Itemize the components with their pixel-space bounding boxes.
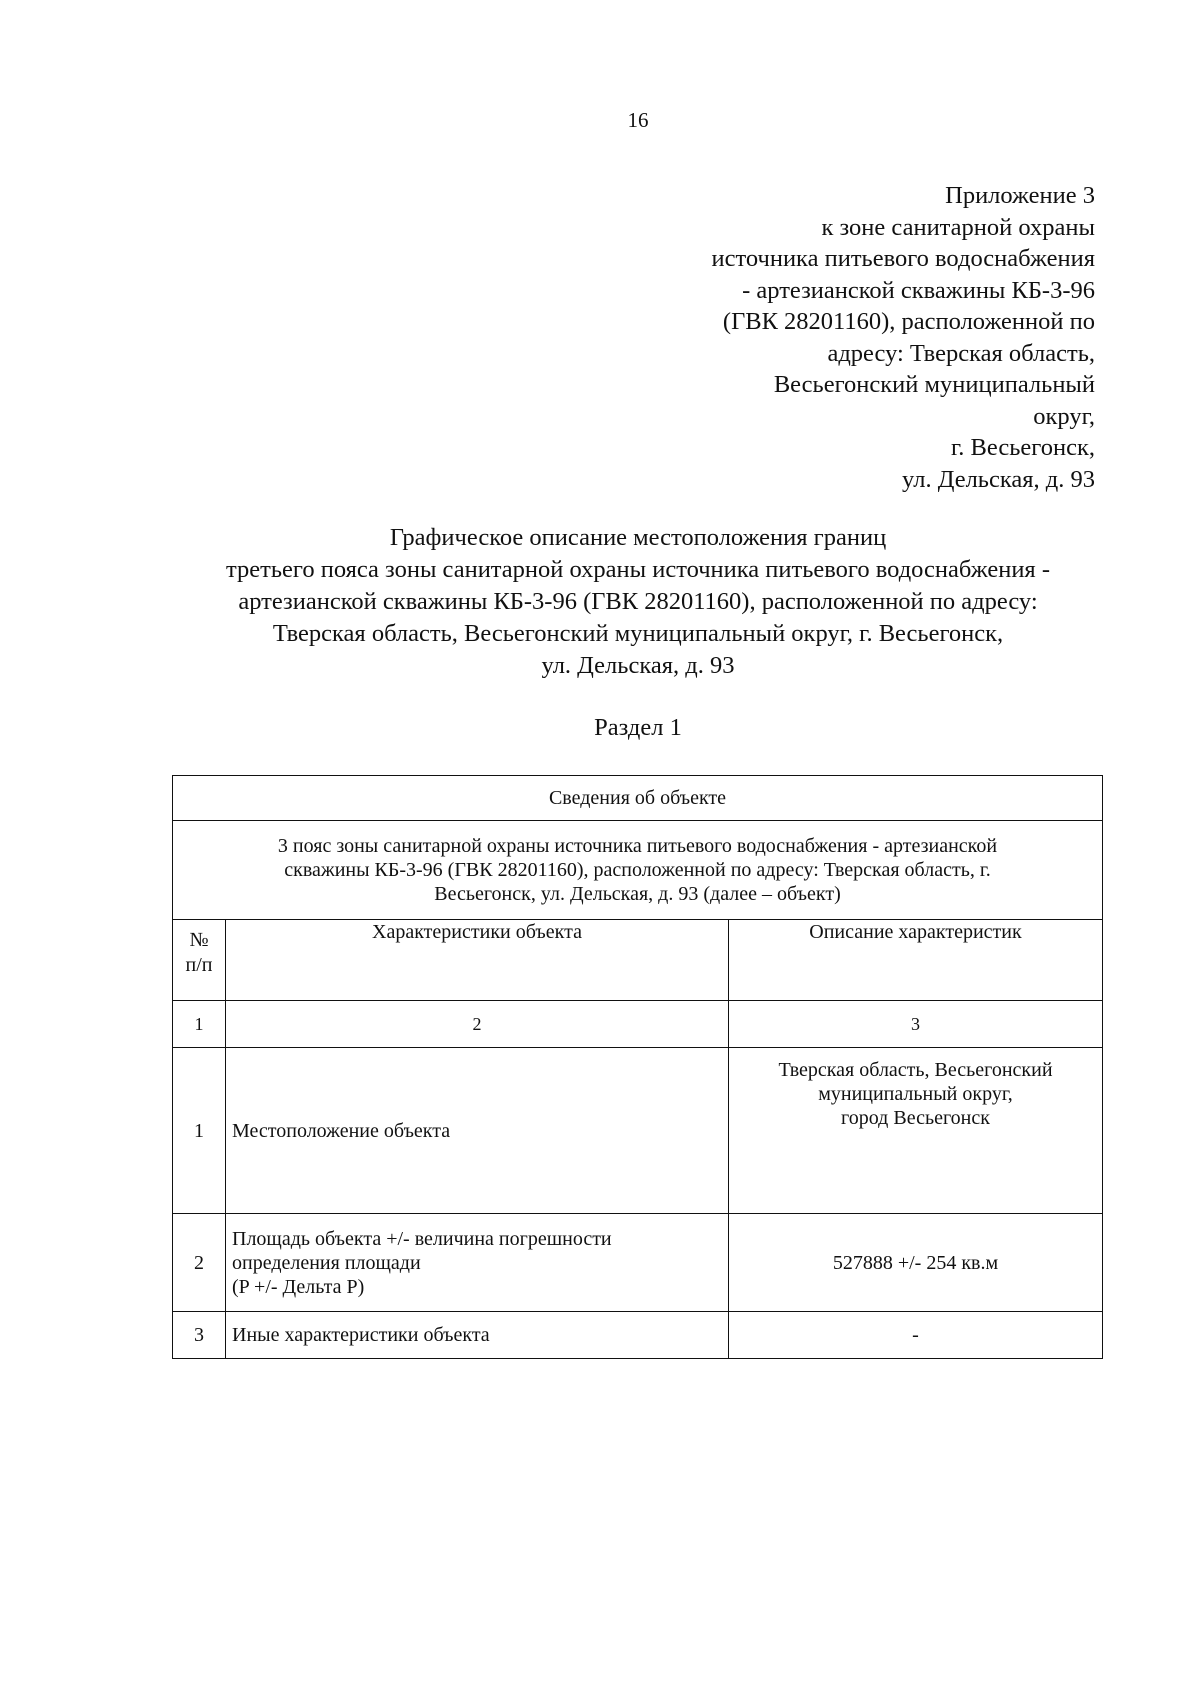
table-row bbox=[173, 1312, 1103, 1359]
col-index: 1 bbox=[173, 1001, 226, 1048]
characteristic-line: Площадь объекта +/- величина погрешности bbox=[232, 1227, 612, 1250]
characteristic-line: определения площади bbox=[232, 1251, 421, 1274]
col-header-characteristics: Характеристики объекта bbox=[226, 920, 729, 1001]
annex-line: ул. Дельская, д. 93 bbox=[902, 465, 1095, 493]
col-index: 3 bbox=[729, 1001, 1103, 1048]
section-title: Раздел 1 bbox=[594, 714, 682, 741]
title-line: артезианской скважины КБ-3-96 (ГВК 28201160), расположенной по адресу: bbox=[238, 588, 1038, 615]
col-header-description: Описание характеристик bbox=[729, 920, 1103, 1001]
table-row bbox=[173, 1214, 1103, 1312]
annex-line: Весьегонский муниципальный bbox=[773, 371, 1095, 398]
annex-block bbox=[712, 180, 1095, 495]
title-line: Тверская область, Весьегонский муниципальный округ, г. Весьегонск, bbox=[272, 620, 1004, 647]
col-index: 2 bbox=[226, 1001, 729, 1048]
row-number: 3 bbox=[173, 1312, 226, 1359]
annex-line: источника питьевого водоснабжения bbox=[711, 245, 1095, 272]
table-header-row bbox=[173, 776, 1103, 821]
object-info-table bbox=[172, 775, 1103, 1359]
row-characteristic bbox=[226, 1048, 729, 1214]
col-header-num-line: № bbox=[189, 929, 209, 951]
title-line: Графическое описание местоположения границ bbox=[389, 524, 887, 551]
object-line: скважины КБ-3-96 (ГВК 28201160), расположенной по адресу: Тверская область, г. bbox=[284, 859, 991, 881]
title-line: ул. Дельская, д. 93 bbox=[541, 652, 735, 679]
annex-line: Приложение 3 bbox=[945, 182, 1095, 209]
annex-line: (ГВК 28201160), расположенной по bbox=[722, 308, 1095, 335]
row-number: 1 bbox=[173, 1048, 226, 1214]
object-row bbox=[173, 821, 1103, 920]
row-description bbox=[729, 1312, 1103, 1359]
row-characteristic bbox=[226, 1312, 729, 1359]
column-headers-row bbox=[173, 920, 1103, 1001]
description-line: муниципальный округ, bbox=[818, 1083, 1013, 1105]
title-line: третьего пояса зоны санитарной охраны источника питьевого водоснабжения - bbox=[226, 556, 1050, 583]
annex-line: - артезианской скважины КБ-3-96 bbox=[742, 276, 1095, 304]
table-row bbox=[173, 1048, 1103, 1214]
annex-line: адресу: Тверская область, bbox=[827, 339, 1095, 367]
annex-line: г. Весьегонск, bbox=[951, 434, 1095, 461]
column-index-row bbox=[173, 1001, 1103, 1048]
row-number: 2 bbox=[173, 1214, 226, 1312]
col-header-num bbox=[173, 920, 226, 1001]
characteristic-line: Иные характеристики объекта bbox=[232, 1324, 490, 1346]
object-description bbox=[173, 821, 1103, 920]
page-number: 16 bbox=[627, 108, 649, 132]
annex-line: к зоне санитарной охраны bbox=[821, 213, 1095, 241]
description-line: - bbox=[912, 1324, 919, 1346]
row-description bbox=[729, 1214, 1103, 1312]
description-line: Тверская область, Весьегонский bbox=[778, 1059, 1053, 1081]
col-header-num-line: п/п bbox=[185, 954, 213, 976]
object-line: Весьегонск, ул. Дельская, д. 93 (далее – объект) bbox=[434, 883, 841, 905]
table-header: Сведения об объекте bbox=[173, 776, 1103, 821]
row-characteristic bbox=[226, 1214, 729, 1312]
document-title bbox=[0, 522, 1200, 682]
description-line: 527888 +/- 254 кв.м bbox=[832, 1251, 999, 1274]
characteristic-line: Местоположение объекта bbox=[232, 1119, 451, 1142]
object-line: 3 пояс зоны санитарной охраны источника питьевого водоснабжения - артезианской bbox=[277, 835, 998, 857]
characteristic-line: (P +/- Дельта P) bbox=[232, 1275, 365, 1298]
row-description bbox=[729, 1048, 1103, 1214]
annex-line: округ, bbox=[1033, 402, 1095, 430]
description-line: город Весьегонск bbox=[841, 1107, 990, 1129]
